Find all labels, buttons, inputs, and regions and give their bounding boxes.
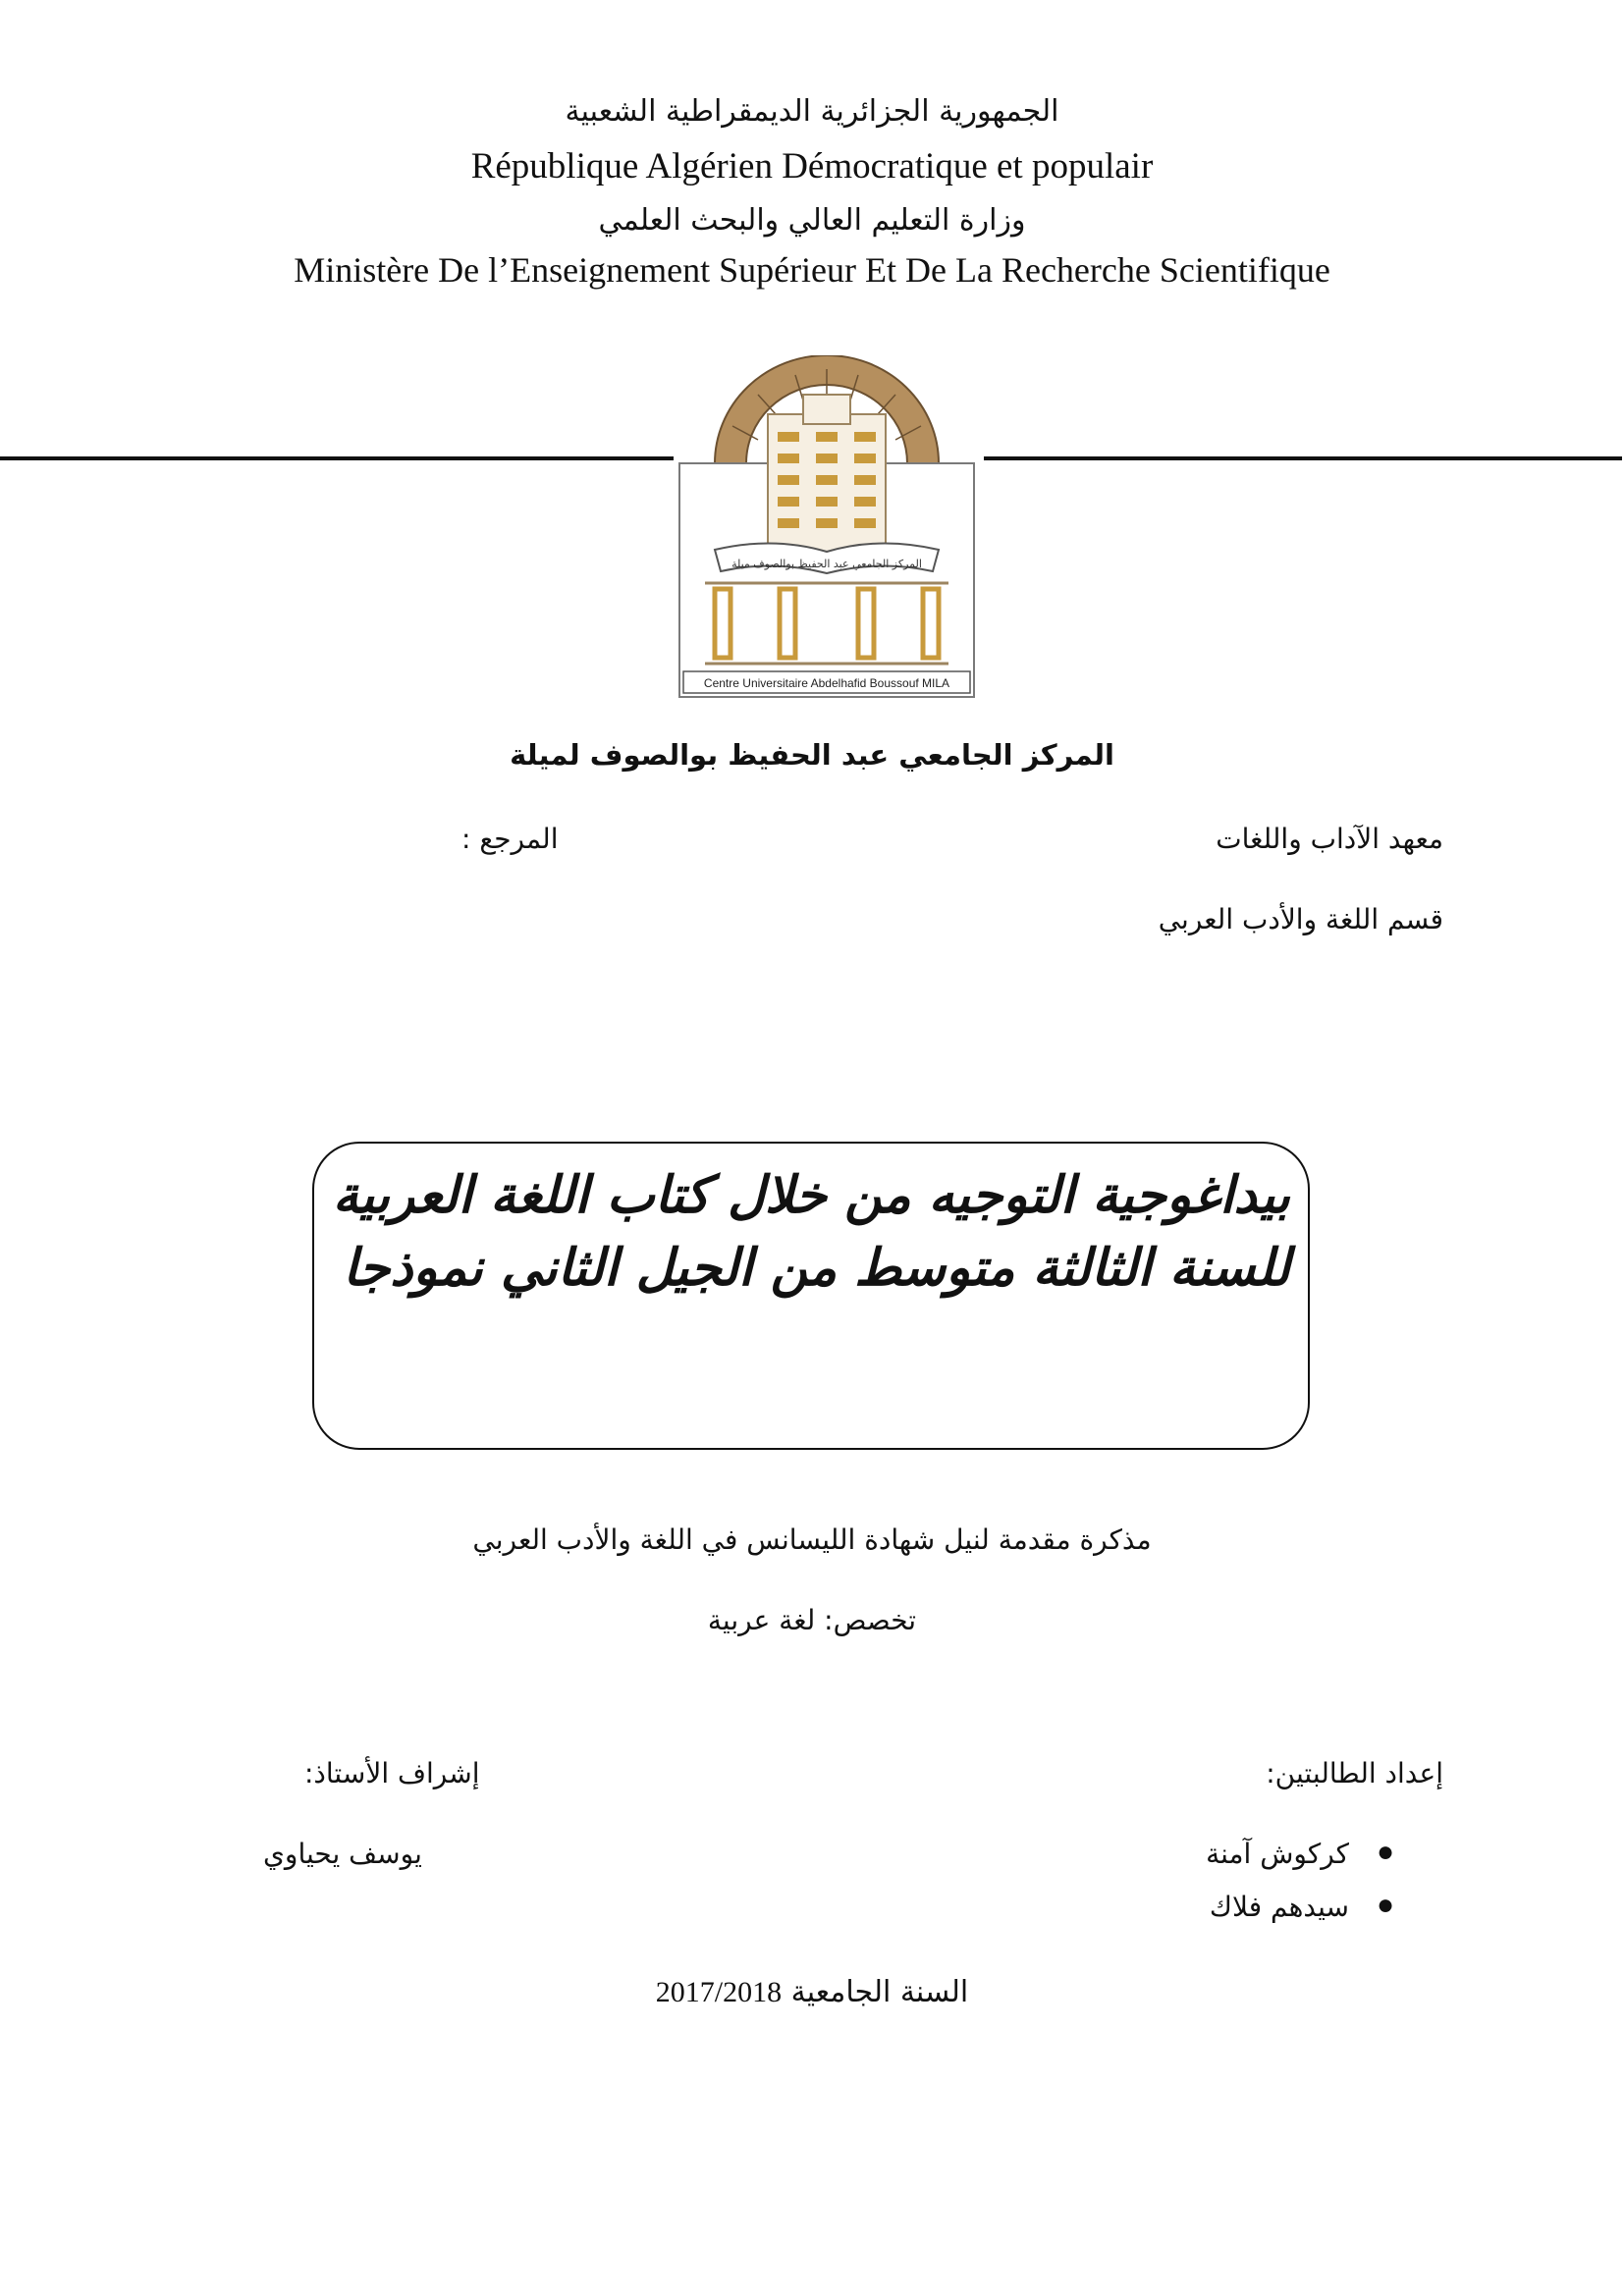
supervisor-name: يوسف يحياوي [263,1838,422,1870]
reference-label: المرجع : [461,823,559,855]
specialty: تخصص: لغة عربية [707,1604,917,1636]
center-name: المركز الجامعي عبد الحفيظ بوالصوف لميلة [510,738,1114,772]
thesis-title-line-1: بيداغوجية التوجيه من خلال كتاب اللغة العربية [332,1166,1290,1225]
university-logo [676,355,978,701]
academic-year-value: 2017/2018 [655,1976,783,2008]
department-name: قسم اللغة والأدب العربي [1158,903,1443,935]
republic-french: République Algérien Démocratique et populair [470,146,1154,187]
memo-purpose: مذكرة مقدمة لنيل شهادة الليسانس في اللغة والأدب العربي [472,1523,1152,1556]
divider-left [0,456,674,460]
prepared-by-label: إعداد الطالبتين: [1266,1757,1443,1789]
bullet-icon: ● [1377,1836,1395,1868]
academic-year-label: السنة الجامعية [790,1975,969,2009]
thesis-title-line-2: للسنة الثالثة متوسط من الجيل الثاني نموذجا [343,1239,1290,1298]
bullet-icon: ● [1377,1889,1395,1921]
republic-arabic: الجمهورية الجزائرية الديمقراطية الشعبية [565,94,1059,129]
divider-right [984,456,1622,460]
ministry-arabic: وزارة التعليم العالي والبحث العلمي [598,203,1026,238]
supervisor-label: إشراف الأستاذ: [304,1757,480,1789]
student-name: سيدهم فلاك [1209,1891,1349,1923]
ministry-french: Ministère De l’Enseignement Supérieur Et De La Recherche Scientifique [294,250,1330,290]
logo-banner-text: المركز الجامعي عبد الحفيظ بوالصوف ميلة [731,558,922,570]
institute-name: معهد الآداب واللغات [1216,823,1443,855]
academic-year [0,1975,1624,2009]
student-name: كركوش آمنة [1206,1838,1349,1870]
logo-caption: Centre Universitaire Abdelhafid Boussouf MILA [703,676,950,690]
